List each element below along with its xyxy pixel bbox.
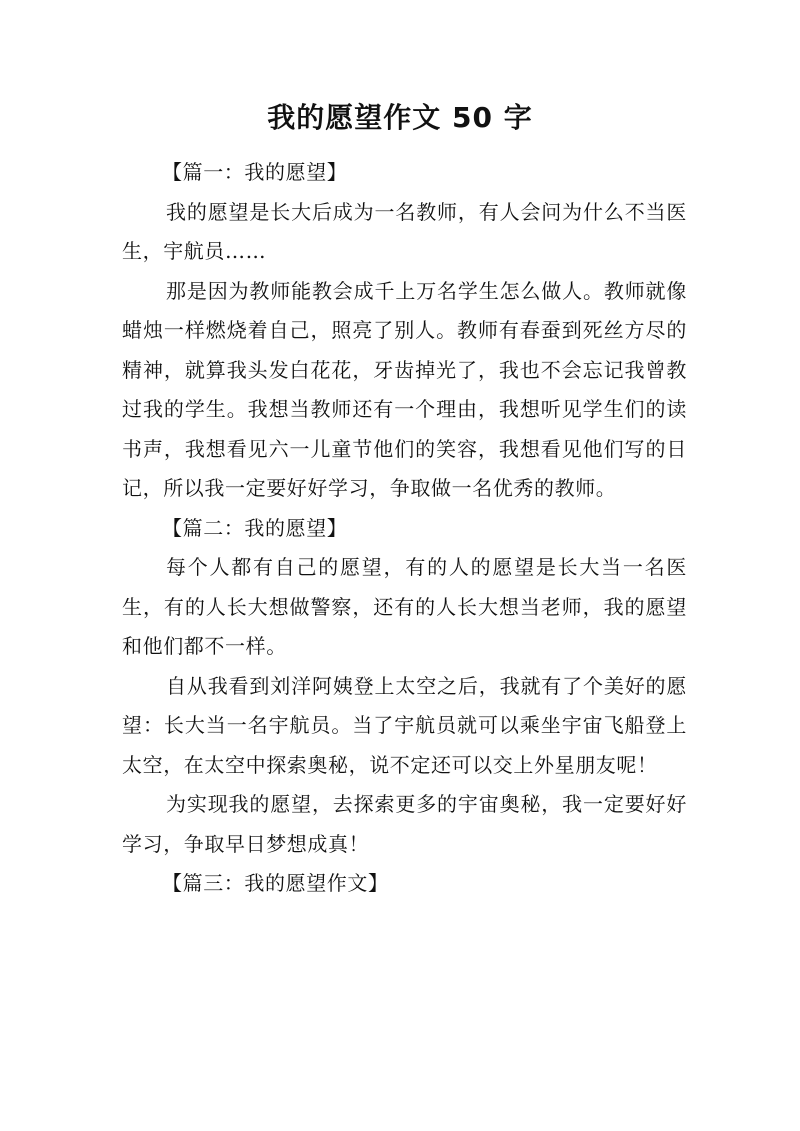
- section-2: [122, 509, 687, 865]
- section-1: [122, 153, 687, 509]
- paragraph: 那是因为教师能教会成千上万名学生怎么做人。教师就像蜡烛一样燃烧着自己，照亮了别人。教师有春蚕到死丝方尽的精神，就算我头发白花花，牙齿掉光了，我也不会忘记我曾教过我的学生。我想当教师还有一个理由，我想听见学生们的读书声，我想看见六一儿童节他们的笑容，我想看见他们写的日记，所以我一定要好好学习，争取做一名优秀的教师。: [122, 278, 687, 500]
- paragraph: 为实现我的愿望，去探索更多的宇宙奥秘，我一定要好好学习，争取早日梦想成真！: [122, 792, 687, 856]
- document-body: [122, 153, 687, 904]
- paragraph: 每个人都有自己的愿望，有的人的愿望是长大当一名医生，有的人长大想做警察，还有的人长大想当老师，我的愿望和他们都不一样。: [122, 555, 687, 658]
- section-3: [122, 864, 687, 904]
- paragraph: 自从我看到刘洋阿姨登上太空之后，我就有了个美好的愿望：长大当一名宇航员。当了宇航员就可以乘坐宇宙飞船登上太空，在太空中探索奥秘，说不定还可以交上外星朋友呢！: [122, 673, 687, 777]
- section-heading: 【篇二：我的愿望】: [162, 515, 348, 540]
- section-heading: 【篇三：我的愿望作文】: [162, 871, 389, 895]
- paragraph: 我的愿望是长大后成为一名教师，有人会问为什么不当医生，宇航员……: [122, 199, 687, 263]
- document-title: 我的愿望作文 50 字: [267, 101, 533, 134]
- section-heading: 【篇一：我的愿望】: [162, 160, 348, 184]
